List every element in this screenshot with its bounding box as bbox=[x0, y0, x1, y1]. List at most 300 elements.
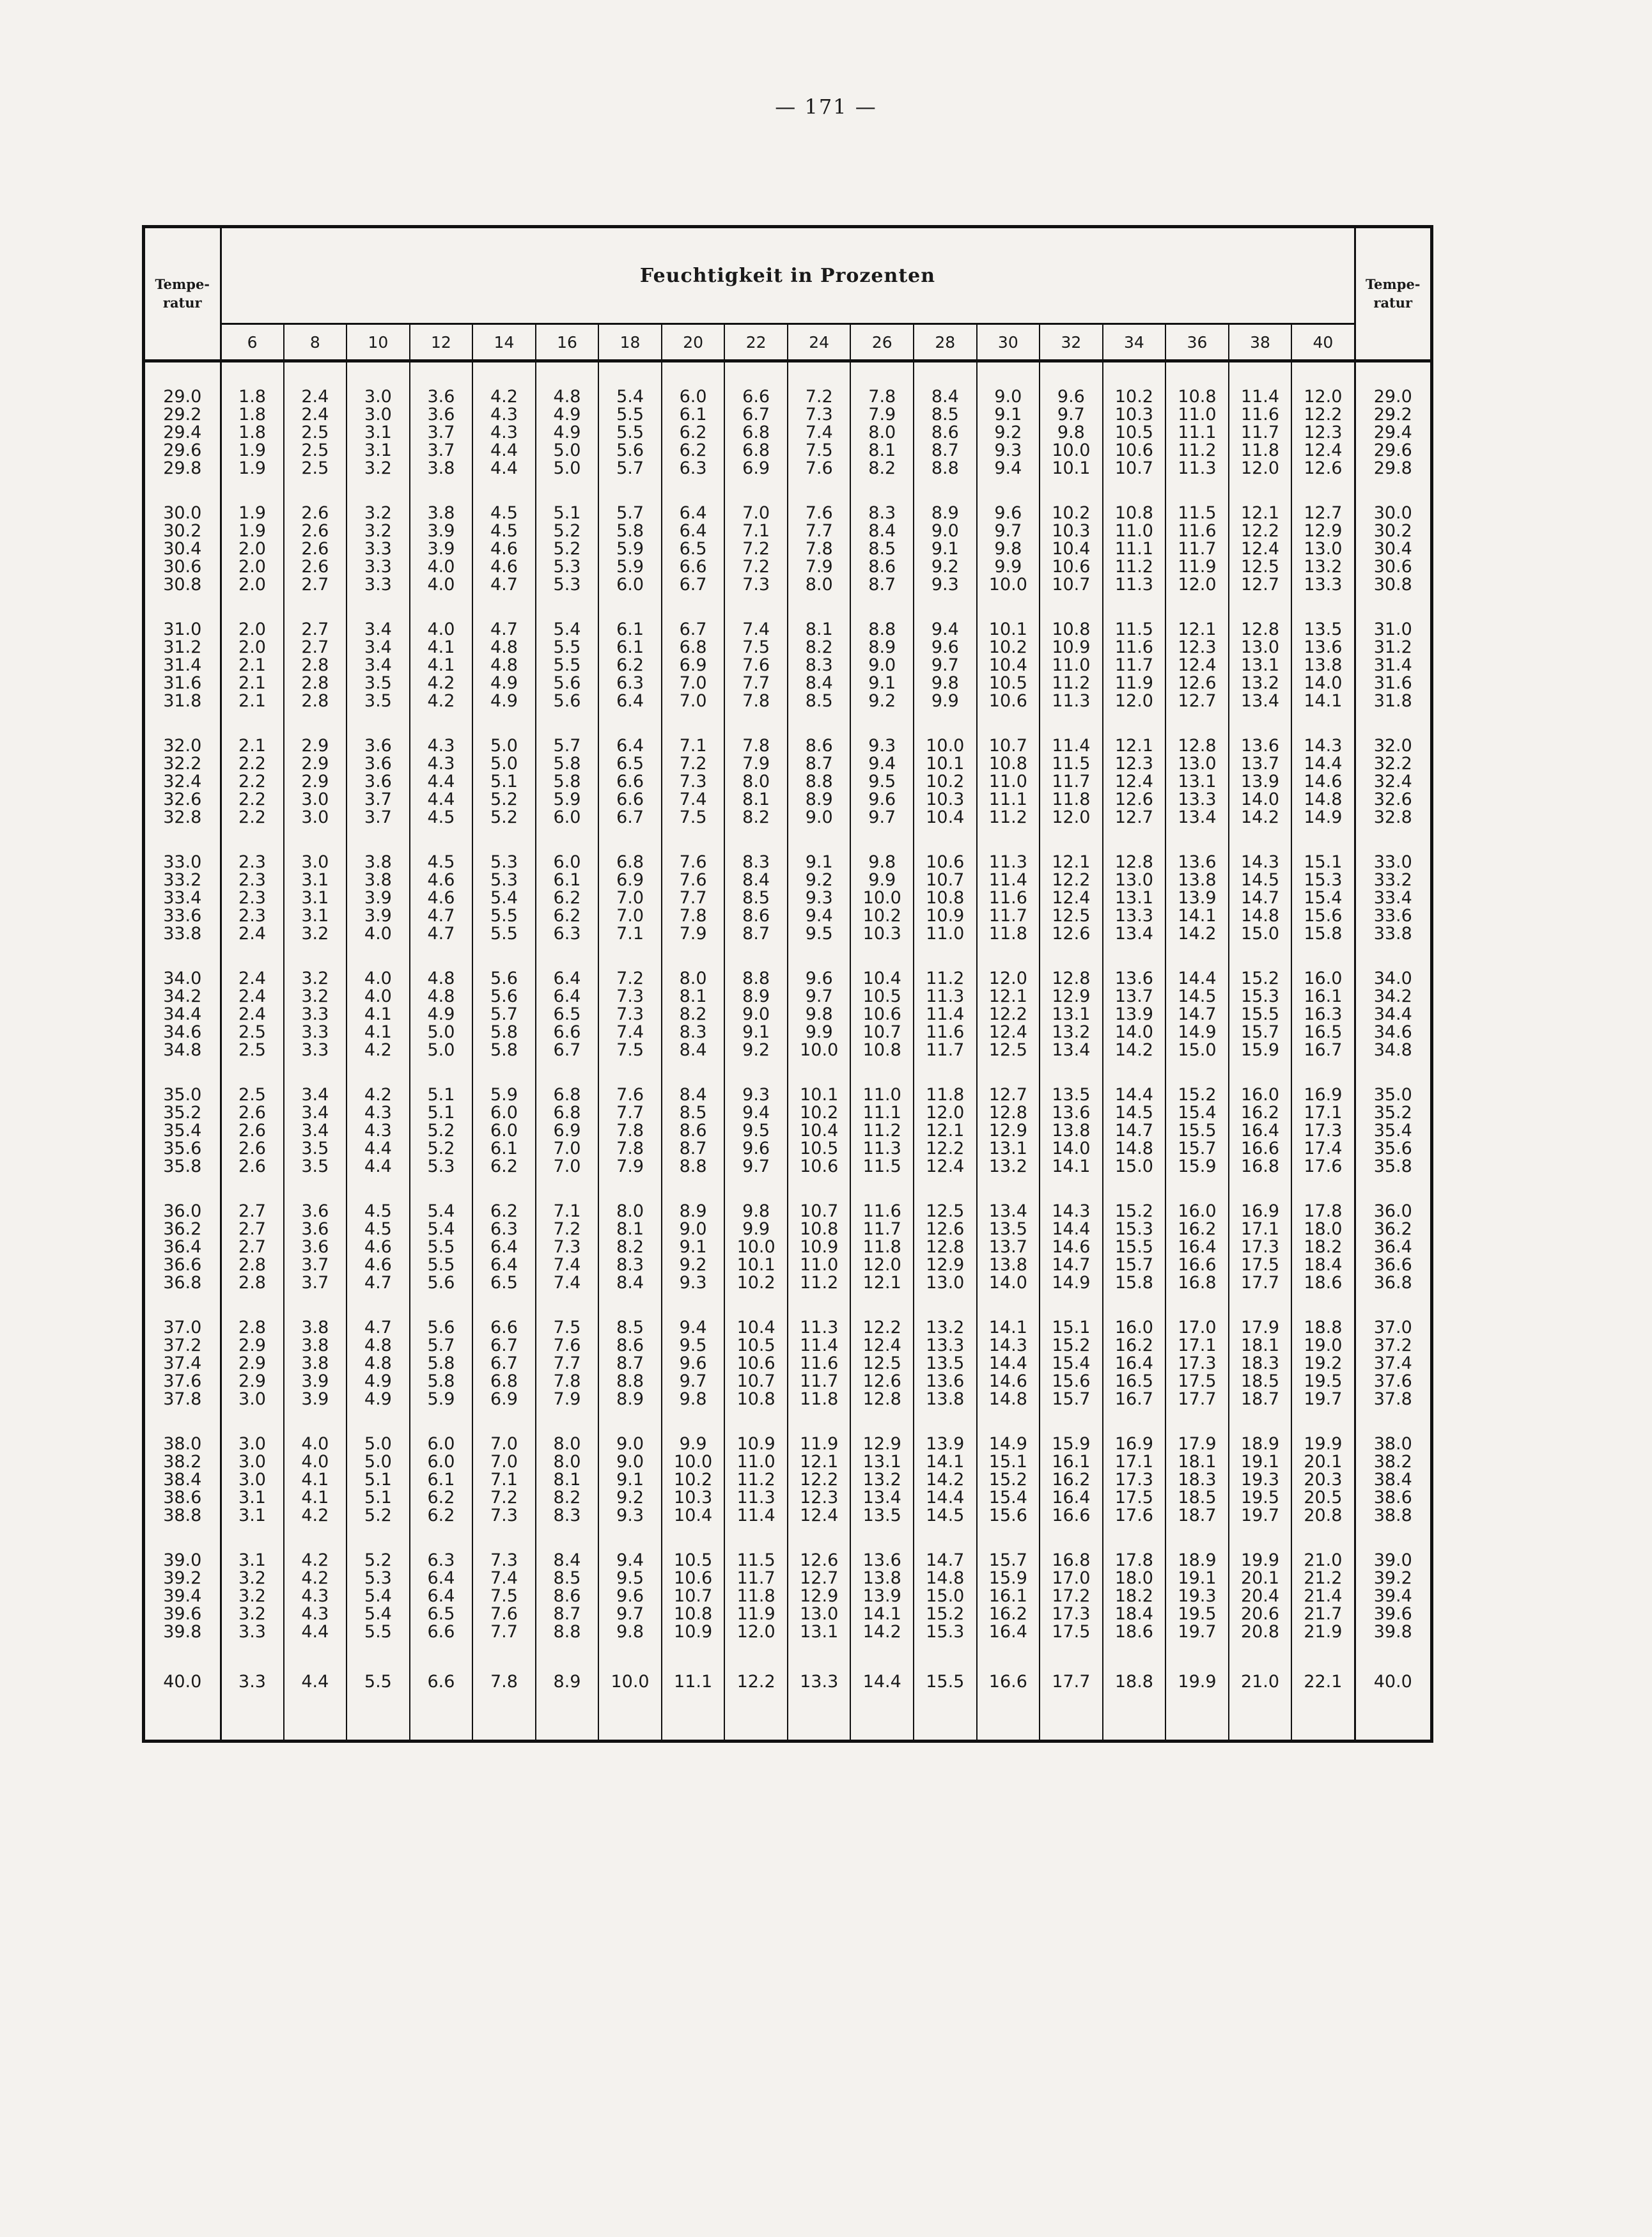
table-cell: 12.4 bbox=[988, 1022, 1027, 1042]
value-group bbox=[1166, 1086, 1228, 1203]
table-cell: 13.6 bbox=[1240, 736, 1280, 756]
percent-header: 28 bbox=[914, 324, 977, 361]
table-cell: 5.2 bbox=[490, 807, 518, 827]
table-cell: 10.1 bbox=[926, 754, 965, 774]
table-cell: 8.4 bbox=[868, 521, 896, 541]
table-cell: 2.0 bbox=[238, 637, 266, 657]
table-cell: 13.4 bbox=[1052, 1040, 1091, 1060]
table-cell: 4.6 bbox=[490, 539, 518, 559]
table-cell: 16.4 bbox=[988, 1622, 1027, 1642]
table-cell: 16.0 bbox=[1178, 1201, 1217, 1221]
value-group bbox=[1292, 737, 1353, 853]
table-cell: 6.2 bbox=[427, 1488, 455, 1508]
table-cell: 10.7 bbox=[988, 736, 1027, 756]
temperature-value: 30.8 bbox=[163, 575, 202, 595]
table-cell: 2.9 bbox=[301, 736, 329, 756]
table-cell: 2.9 bbox=[301, 772, 329, 791]
percent-header: 38 bbox=[1229, 324, 1292, 361]
table-cell: 8.1 bbox=[805, 620, 833, 639]
value-group bbox=[410, 1319, 472, 1435]
table-cell: 13.8 bbox=[1178, 870, 1217, 890]
table-cell: 19.1 bbox=[1178, 1568, 1217, 1588]
table-cell: 3.3 bbox=[301, 1022, 329, 1042]
table-cell: 8.2 bbox=[742, 807, 770, 827]
table-cell: 11.6 bbox=[1178, 521, 1217, 541]
table-cell: 3.1 bbox=[301, 906, 329, 926]
table-cell: 6.4 bbox=[679, 503, 707, 523]
table-cell: 3.4 bbox=[364, 655, 392, 675]
value-group bbox=[851, 388, 913, 504]
table-cell: 13.9 bbox=[1240, 772, 1280, 791]
table-cell: 4.0 bbox=[427, 575, 455, 595]
table-cell: 15.7 bbox=[1114, 1255, 1153, 1275]
table-cell: 9.7 bbox=[616, 1604, 644, 1624]
table-cell: 3.2 bbox=[301, 969, 329, 988]
table-cell: 10.8 bbox=[862, 1040, 901, 1060]
table-cell: 7.2 bbox=[490, 1488, 518, 1508]
table-cell: 10.9 bbox=[800, 1237, 839, 1257]
table-cell: 3.5 bbox=[364, 673, 392, 693]
table-cell: 6.3 bbox=[553, 924, 581, 944]
table-cell: 19.9 bbox=[1178, 1672, 1217, 1692]
value-group bbox=[536, 388, 598, 504]
value-group bbox=[978, 737, 1040, 853]
table-cell: 10.2 bbox=[988, 637, 1027, 657]
table-cell: 11.8 bbox=[862, 1237, 901, 1257]
table-cell: 14.8 bbox=[1304, 790, 1343, 809]
table-cell: 12.7 bbox=[1178, 691, 1217, 711]
temperature-value: 37.6 bbox=[1373, 1371, 1412, 1391]
table-cell: 14.0 bbox=[1052, 1139, 1091, 1158]
table-cell: 12.5 bbox=[926, 1201, 965, 1221]
table-cell: 3.7 bbox=[427, 440, 455, 460]
table-cell: 11.5 bbox=[1114, 620, 1153, 639]
temperature-value: 36.8 bbox=[1373, 1273, 1412, 1293]
table-cell: 14.1 bbox=[1304, 691, 1343, 711]
table-cell: 20.8 bbox=[1304, 1506, 1343, 1525]
value-group bbox=[1292, 970, 1353, 1086]
table-cell: 9.5 bbox=[742, 1121, 770, 1141]
table-cell: 9.8 bbox=[868, 852, 896, 872]
table-cell: 19.7 bbox=[1240, 1506, 1280, 1525]
table-cell: 3.0 bbox=[238, 1452, 266, 1472]
table-cell: 16.4 bbox=[1052, 1488, 1091, 1508]
table-cell: 3.1 bbox=[238, 1550, 266, 1570]
table-cell: 16.1 bbox=[988, 1586, 1027, 1606]
table-cell: 14.1 bbox=[988, 1318, 1027, 1337]
table-cell: 5.6 bbox=[490, 986, 518, 1006]
table-cell: 5.4 bbox=[364, 1586, 392, 1606]
table-cell: 6.5 bbox=[679, 539, 707, 559]
temperature-value: 38.4 bbox=[1373, 1470, 1412, 1490]
table-cell: 9.5 bbox=[679, 1336, 707, 1355]
table-cell: 2.6 bbox=[301, 503, 329, 523]
table-cell: 10.3 bbox=[862, 924, 901, 944]
table-cell: 6.0 bbox=[679, 387, 707, 407]
table-cell: 6.6 bbox=[553, 1022, 581, 1042]
table-cell: 9.1 bbox=[679, 1237, 707, 1257]
table-cell: 5.4 bbox=[427, 1201, 455, 1221]
table-cell: 11.0 bbox=[736, 1452, 775, 1472]
table-cell: 6.3 bbox=[427, 1550, 455, 1570]
table-cell: 12.0 bbox=[1052, 807, 1091, 827]
table-cell: 2.4 bbox=[238, 969, 266, 988]
table-cell: 4.4 bbox=[490, 458, 518, 478]
percent-header: 30 bbox=[977, 324, 1040, 361]
temperature-value: 37.2 bbox=[163, 1336, 202, 1355]
temperature-value: 36.6 bbox=[1373, 1255, 1412, 1275]
value-group bbox=[1166, 1319, 1228, 1435]
table-cell: 5.9 bbox=[616, 557, 644, 577]
table-cell: 17.1 bbox=[1114, 1452, 1153, 1472]
table-cell: 12.6 bbox=[800, 1550, 839, 1570]
value-group bbox=[284, 1552, 347, 1668]
table-cell: 14.4 bbox=[1052, 1219, 1091, 1239]
table-cell: 11.4 bbox=[1240, 387, 1280, 407]
table-cell: 15.3 bbox=[1114, 1219, 1153, 1239]
table-cell: 12.6 bbox=[862, 1371, 901, 1391]
table-cell: 8.7 bbox=[805, 754, 833, 774]
table-cell: 7.2 bbox=[742, 539, 770, 559]
table-cell: 5.5 bbox=[364, 1672, 392, 1692]
table-cell: 13.1 bbox=[800, 1622, 839, 1642]
table-cell: 15.9 bbox=[1052, 1434, 1091, 1454]
percent-header: 10 bbox=[347, 324, 410, 361]
table-cell: 3.3 bbox=[364, 557, 392, 577]
value-group bbox=[410, 737, 472, 853]
table-cell: 15.8 bbox=[1114, 1273, 1153, 1293]
table-cell: 7.6 bbox=[616, 1085, 644, 1105]
value-group bbox=[1166, 853, 1228, 970]
table-cell: 7.5 bbox=[805, 440, 833, 460]
table-cell: 6.0 bbox=[427, 1434, 455, 1454]
table-cell: 17.7 bbox=[1240, 1273, 1280, 1293]
temperature-value: 37.0 bbox=[163, 1318, 202, 1337]
table-cell: 17.3 bbox=[1052, 1604, 1091, 1624]
table-cell: 14.1 bbox=[1052, 1157, 1091, 1176]
table-cell: 6.0 bbox=[427, 1452, 455, 1472]
table-cell: 8.3 bbox=[679, 1022, 707, 1042]
value-group bbox=[536, 1203, 598, 1319]
table-cell: 11.1 bbox=[674, 1672, 713, 1692]
table-cell: 12.1 bbox=[862, 1273, 901, 1293]
value-group bbox=[914, 1435, 976, 1552]
table-cell: 16.4 bbox=[1178, 1237, 1217, 1257]
table-cell: 3.9 bbox=[427, 521, 455, 541]
table-cell: 9.0 bbox=[616, 1434, 644, 1454]
temperature-value: 32.6 bbox=[163, 790, 202, 809]
table-cell: 11.9 bbox=[800, 1434, 839, 1454]
table-cell: 5.3 bbox=[364, 1568, 392, 1588]
temperature-value: 39.8 bbox=[163, 1622, 202, 1642]
value-group bbox=[1229, 853, 1291, 970]
temperature-value: 32.0 bbox=[1373, 736, 1412, 756]
value-group bbox=[725, 504, 787, 621]
table-cell: 12.8 bbox=[1240, 620, 1280, 639]
table-cell: 9.5 bbox=[868, 772, 896, 791]
table-cell: 9.7 bbox=[931, 655, 959, 675]
table-cell: 4.0 bbox=[301, 1452, 329, 1472]
temperature-group bbox=[145, 1552, 220, 1668]
table-cell: 4.7 bbox=[490, 620, 518, 639]
value-group bbox=[1103, 388, 1165, 504]
table-cell: 14.1 bbox=[1178, 906, 1217, 926]
value-group bbox=[1166, 1552, 1228, 1668]
value-group bbox=[978, 970, 1040, 1086]
table-cell: 13.1 bbox=[1240, 655, 1280, 675]
table-cell: 6.6 bbox=[427, 1672, 455, 1692]
value-group bbox=[284, 1435, 347, 1552]
table-cell: 11.6 bbox=[926, 1022, 965, 1042]
table-cell: 4.0 bbox=[364, 969, 392, 988]
table-cell: 11.4 bbox=[926, 1004, 965, 1024]
table-cell: 13.9 bbox=[1178, 888, 1217, 908]
table-cell: 9.8 bbox=[931, 673, 959, 693]
table-cell: 9.3 bbox=[868, 736, 896, 756]
table-cell: 9.0 bbox=[931, 521, 959, 541]
table-cell: 13.3 bbox=[800, 1672, 839, 1692]
value-column-6 bbox=[221, 361, 284, 1740]
table-cell: 5.6 bbox=[427, 1318, 455, 1337]
value-group bbox=[536, 1552, 598, 1668]
table-cell: 15.6 bbox=[1304, 906, 1343, 926]
table-cell: 12.7 bbox=[800, 1568, 839, 1588]
table-cell: 2.2 bbox=[238, 772, 266, 791]
table-cell: 11.8 bbox=[800, 1389, 839, 1409]
value-group bbox=[725, 1319, 787, 1435]
table-cell: 10.5 bbox=[800, 1139, 839, 1158]
table-cell: 12.3 bbox=[1304, 423, 1343, 442]
table-cell: 12.0 bbox=[988, 969, 1027, 988]
table-cell: 9.2 bbox=[868, 691, 896, 711]
table-cell: 19.9 bbox=[1240, 1550, 1280, 1570]
value-column-8 bbox=[284, 361, 347, 1740]
table-cell: 13.2 bbox=[1240, 673, 1280, 693]
table-cell: 16.4 bbox=[1240, 1121, 1280, 1141]
table-cell: 7.3 bbox=[553, 1237, 581, 1257]
table-cell: 7.2 bbox=[742, 557, 770, 577]
table-cell: 5.5 bbox=[553, 655, 581, 675]
temperature-value: 30.2 bbox=[1373, 521, 1412, 541]
table-cell: 7.5 bbox=[553, 1318, 581, 1337]
table-cell: 10.7 bbox=[862, 1022, 901, 1042]
table-cell: 4.6 bbox=[427, 888, 455, 908]
table-cell: 15.0 bbox=[1178, 1040, 1217, 1060]
table-cell: 6.6 bbox=[490, 1318, 518, 1337]
value-group bbox=[1229, 621, 1291, 737]
table-cell: 7.8 bbox=[742, 691, 770, 711]
table-cell: 5.7 bbox=[553, 736, 581, 756]
table-cell: 11.2 bbox=[862, 1121, 901, 1141]
table-cell: 9.7 bbox=[679, 1371, 707, 1391]
table-cell: 13.8 bbox=[1052, 1121, 1091, 1141]
table-cell: 7.9 bbox=[616, 1157, 644, 1176]
table-cell: 17.5 bbox=[1240, 1255, 1280, 1275]
table-cell: 7.0 bbox=[616, 888, 644, 908]
table-cell: 12.8 bbox=[1114, 852, 1153, 872]
value-group bbox=[536, 1086, 598, 1203]
temperature-group bbox=[145, 1319, 220, 1435]
percent-header: 40 bbox=[1291, 324, 1355, 361]
table-cell: 2.6 bbox=[238, 1103, 266, 1123]
value-group bbox=[347, 1086, 409, 1203]
table-cell: 13.9 bbox=[1114, 1004, 1153, 1024]
temperature-value: 35.4 bbox=[163, 1121, 202, 1141]
table-cell: 7.6 bbox=[679, 870, 707, 890]
table-cell: 2.9 bbox=[238, 1336, 266, 1355]
value-group bbox=[1292, 1203, 1353, 1319]
value-group bbox=[410, 621, 472, 737]
table-cell: 11.2 bbox=[800, 1273, 839, 1293]
table-cell: 3.9 bbox=[427, 539, 455, 559]
value-group bbox=[1229, 1435, 1291, 1552]
temperature-value: 32.2 bbox=[163, 754, 202, 774]
value-group bbox=[222, 504, 283, 621]
table-cell: 14.1 bbox=[862, 1604, 901, 1624]
table-cell: 11.4 bbox=[988, 870, 1027, 890]
table-cell: 11.9 bbox=[736, 1604, 775, 1624]
value-group bbox=[788, 504, 850, 621]
table-cell: 6.1 bbox=[553, 870, 581, 890]
table-cell: 11.3 bbox=[862, 1139, 901, 1158]
table-cell: 8.0 bbox=[805, 575, 833, 595]
table-cell: 16.1 bbox=[1304, 986, 1343, 1006]
table-cell: 10.2 bbox=[800, 1103, 839, 1123]
table-cell: 5.3 bbox=[490, 870, 518, 890]
table-cell: 5.9 bbox=[616, 539, 644, 559]
table-cell: 12.7 bbox=[1240, 575, 1280, 595]
temperature-value: 38.8 bbox=[1373, 1506, 1412, 1525]
table-cell: 3.8 bbox=[301, 1318, 329, 1337]
table-cell: 7.0 bbox=[616, 906, 644, 926]
table-cell: 16.6 bbox=[1178, 1255, 1217, 1275]
table-cell: 13.0 bbox=[1304, 539, 1343, 559]
table-cell: 15.2 bbox=[1178, 1085, 1217, 1105]
table-cell: 11.1 bbox=[1178, 423, 1217, 442]
table-cell: 15.3 bbox=[1304, 870, 1343, 890]
temperature-group bbox=[145, 853, 220, 970]
value-group bbox=[1040, 1086, 1102, 1203]
table-cell: 11.1 bbox=[988, 790, 1027, 809]
table-cell: 6.6 bbox=[742, 387, 770, 407]
temperature-value: 30.4 bbox=[163, 539, 202, 559]
table-cell: 21.0 bbox=[1240, 1672, 1280, 1692]
table-cell: 7.6 bbox=[490, 1604, 518, 1624]
table-cell: 18.0 bbox=[1304, 1219, 1343, 1239]
table-cell: 7.4 bbox=[553, 1255, 581, 1275]
value-group bbox=[1166, 388, 1228, 504]
table-cell: 4.2 bbox=[490, 387, 518, 407]
value-column-24 bbox=[788, 361, 851, 1740]
table-cell: 5.7 bbox=[616, 503, 644, 523]
table-cell: 18.1 bbox=[1178, 1452, 1217, 1472]
table-cell: 2.5 bbox=[238, 1022, 266, 1042]
table-cell: 5.6 bbox=[616, 440, 644, 460]
table-cell: 14.6 bbox=[1052, 1237, 1091, 1257]
table-cell: 17.6 bbox=[1114, 1506, 1153, 1525]
table-cell: 20.4 bbox=[1240, 1586, 1280, 1606]
table-cell: 12.6 bbox=[1304, 458, 1343, 478]
temperature-value: 31.0 bbox=[1373, 620, 1412, 639]
table-cell: 13.9 bbox=[862, 1586, 901, 1606]
table-cell: 10.2 bbox=[1114, 387, 1153, 407]
table-cell: 16.9 bbox=[1114, 1434, 1153, 1454]
temperature-value: 29.2 bbox=[1373, 405, 1412, 425]
table-cell: 10.3 bbox=[926, 790, 965, 809]
temperature-value: 35.2 bbox=[1373, 1103, 1412, 1123]
table-cell: 14.7 bbox=[1114, 1121, 1153, 1141]
table-cell: 4.2 bbox=[301, 1506, 329, 1525]
table-cell: 10.8 bbox=[988, 754, 1027, 774]
table-cell: 6.6 bbox=[427, 1622, 455, 1642]
table-cell: 11.1 bbox=[862, 1103, 901, 1123]
table-cell: 19.9 bbox=[1304, 1434, 1343, 1454]
table-cell: 8.6 bbox=[742, 906, 770, 926]
table-cell: 16.6 bbox=[1052, 1506, 1091, 1525]
table-cell: 9.1 bbox=[994, 405, 1022, 425]
table-cell: 4.8 bbox=[553, 387, 581, 407]
table-cell: 16.2 bbox=[1114, 1336, 1153, 1355]
table-cell: 7.6 bbox=[805, 458, 833, 478]
table-cell: 13.7 bbox=[1240, 754, 1280, 774]
table-cell: 18.3 bbox=[1240, 1353, 1280, 1373]
table-cell: 4.5 bbox=[364, 1201, 392, 1221]
table-cell: 1.9 bbox=[238, 458, 266, 478]
table-cell: 11.1 bbox=[1114, 539, 1153, 559]
table-cell: 8.1 bbox=[868, 440, 896, 460]
table-cell: 4.8 bbox=[364, 1353, 392, 1373]
value-group bbox=[662, 1203, 724, 1319]
value-group bbox=[599, 504, 661, 621]
temperature-value: 35.4 bbox=[1373, 1121, 1412, 1141]
temperature-value: 31.4 bbox=[1373, 655, 1412, 675]
table-cell: 12.1 bbox=[1114, 736, 1153, 756]
table-cell: 8.2 bbox=[616, 1237, 644, 1257]
table-cell: 15.3 bbox=[1240, 986, 1280, 1006]
table-cell: 4.0 bbox=[427, 620, 455, 639]
table-cell: 13.4 bbox=[862, 1488, 901, 1508]
table-cell: 20.8 bbox=[1240, 1622, 1280, 1642]
table-cell: 3.0 bbox=[301, 790, 329, 809]
table-cell: 9.9 bbox=[868, 870, 896, 890]
table-cell: 19.3 bbox=[1240, 1470, 1280, 1490]
table-cell: 3.2 bbox=[301, 924, 329, 944]
table-cell: 16.5 bbox=[1114, 1371, 1153, 1391]
value-group bbox=[1292, 388, 1353, 504]
value-group bbox=[662, 504, 724, 621]
table-cell: 9.3 bbox=[616, 1506, 644, 1525]
table-cell: 1.9 bbox=[238, 440, 266, 460]
table-cell: 16.0 bbox=[1304, 969, 1343, 988]
table-cell: 12.2 bbox=[800, 1470, 839, 1490]
value-group bbox=[851, 970, 913, 1086]
table-cell: 2.3 bbox=[238, 870, 266, 890]
table-cell: 9.8 bbox=[1057, 423, 1085, 442]
table-cell: 10.4 bbox=[674, 1506, 713, 1525]
table-cell: 9.3 bbox=[805, 888, 833, 908]
table-cell: 13.4 bbox=[1114, 924, 1153, 944]
value-column-20 bbox=[662, 361, 725, 1740]
table-cell: 11.8 bbox=[1052, 790, 1091, 809]
table-cell: 12.2 bbox=[736, 1672, 775, 1692]
table-cell: 5.8 bbox=[490, 1022, 518, 1042]
table-cell: 9.4 bbox=[868, 754, 896, 774]
table-cell: 7.5 bbox=[742, 637, 770, 657]
table-cell: 5.6 bbox=[553, 673, 581, 693]
table-cell: 14.8 bbox=[1240, 906, 1280, 926]
table-cell: 12.4 bbox=[1052, 888, 1091, 908]
table-cell: 8.0 bbox=[868, 423, 896, 442]
